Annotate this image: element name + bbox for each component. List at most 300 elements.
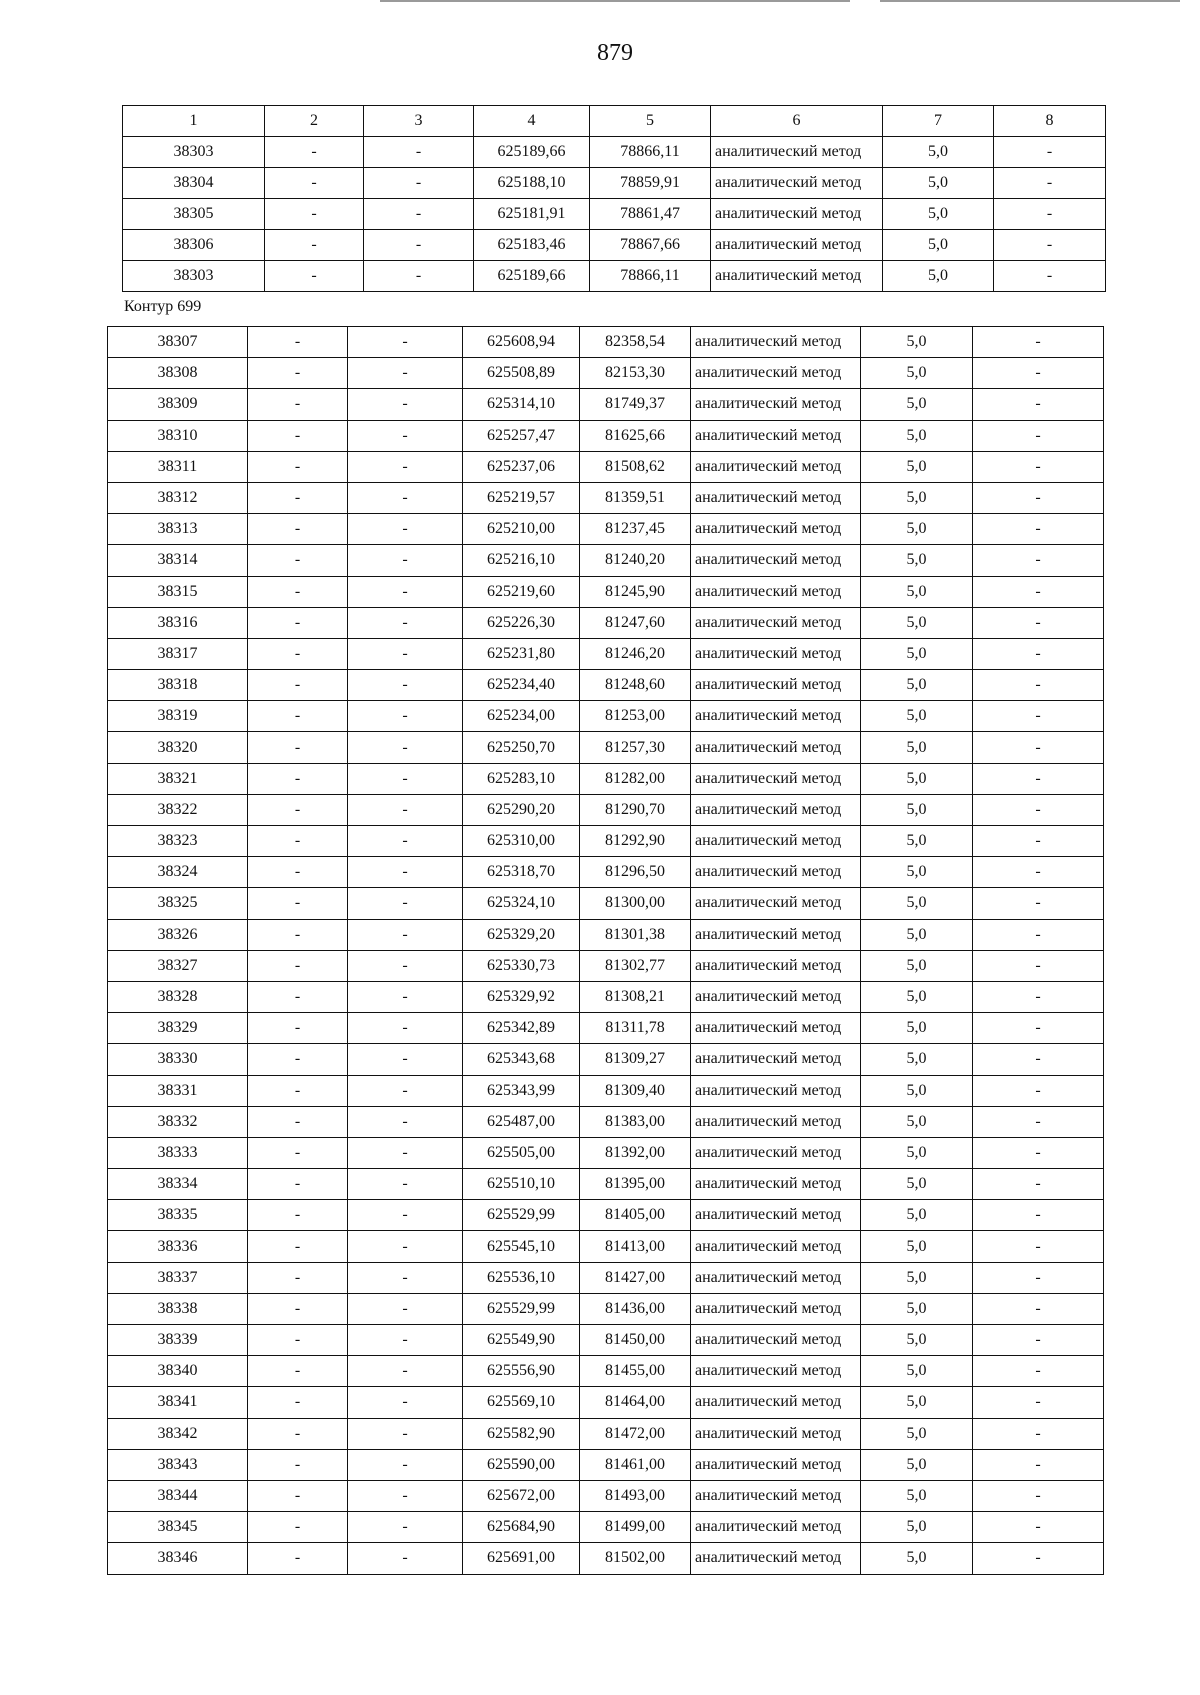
table-cell: 38330 [108,1044,248,1075]
table-cell: аналитический метод [691,482,861,513]
table-cell: 81395,00 [580,1169,691,1200]
table-cell: 5,0 [861,950,973,981]
table-cell: аналитический метод [691,1543,861,1574]
table-cell: 81246,20 [580,638,691,669]
table-cell: 38337 [108,1262,248,1293]
table-cell: 5,0 [883,168,994,199]
table-cell: - [973,514,1104,545]
table-cell: 38314 [108,545,248,576]
table-cell: 81292,90 [580,826,691,857]
table-cell: аналитический метод [691,358,861,389]
table-cell: - [248,576,348,607]
table-cell: 625343,99 [463,1075,580,1106]
table-cell: 38332 [108,1106,248,1137]
table-cell: - [348,327,463,358]
table-cell: 38323 [108,826,248,857]
table-cell: 625556,90 [463,1356,580,1387]
table-cell: - [364,168,474,199]
table-cell: - [348,482,463,513]
table-cell: аналитический метод [691,607,861,638]
table-cell: 625226,30 [463,607,580,638]
table-cell: - [248,1387,348,1418]
table-cell: 5,0 [861,1449,973,1480]
table-cell: - [248,981,348,1012]
table-cell: 5,0 [861,888,973,919]
table-cell: 38343 [108,1449,248,1480]
table-cell: - [973,888,1104,919]
table-cell: 81499,00 [580,1512,691,1543]
table-cell: аналитический метод [691,763,861,794]
table-cell: 38335 [108,1200,248,1231]
table-cell: - [348,1387,463,1418]
table-cell: - [973,1325,1104,1356]
table-cell: - [348,732,463,763]
table-cell: аналитический метод [691,1325,861,1356]
table-cell: аналитический метод [691,1044,861,1075]
table-row [123,261,1106,292]
table-cell: - [348,1137,463,1168]
table-cell: - [248,794,348,825]
table-cell: - [348,919,463,950]
table-cell: 38340 [108,1356,248,1387]
table-cell: 38304 [123,168,265,199]
table-cell: 625505,00 [463,1137,580,1168]
table-cell: 5,0 [883,261,994,292]
table-cell: - [973,1418,1104,1449]
table-cell: 625234,00 [463,701,580,732]
table-cell: - [248,1543,348,1574]
table-cell: 5,0 [861,1293,973,1324]
table-cell: аналитический метод [711,137,883,168]
table-cell: 38306 [123,230,265,261]
table-cell: 81248,60 [580,670,691,701]
table-cell: 38326 [108,919,248,950]
table-cell: - [348,857,463,888]
table-cell: - [973,1106,1104,1137]
table-cell: 5,0 [861,1137,973,1168]
table-cell: - [348,981,463,1012]
table-cell: - [973,389,1104,420]
column-header: 2 [265,106,364,137]
table-cell: аналитический метод [691,794,861,825]
table-cell: - [973,763,1104,794]
table-cell: - [348,514,463,545]
table-cell: 625569,10 [463,1387,580,1418]
table-row [108,888,1104,919]
table-cell: - [248,826,348,857]
table-cell: 38333 [108,1137,248,1168]
table-cell: - [248,919,348,950]
table-cell: - [973,420,1104,451]
table-cell: - [973,1387,1104,1418]
table-cell: - [973,701,1104,732]
table-cell: - [248,1449,348,1480]
table-cell: аналитический метод [691,545,861,576]
table-cell: - [973,919,1104,950]
table-cell: - [973,1480,1104,1511]
table-cell: 38342 [108,1418,248,1449]
table-cell: 81392,00 [580,1137,691,1168]
table-row [108,638,1104,669]
table-cell: 38318 [108,670,248,701]
table-cell: - [973,670,1104,701]
table-cell: 81472,00 [580,1418,691,1449]
table-cell: - [348,389,463,420]
table-row [108,482,1104,513]
table-cell: - [973,1044,1104,1075]
table-row [108,981,1104,1012]
table-cell: 5,0 [861,1480,973,1511]
table-cell: 38328 [108,981,248,1012]
table-row [108,1137,1104,1168]
table-cell: 38317 [108,638,248,669]
table-row [108,857,1104,888]
table-cell: аналитический метод [691,981,861,1012]
table-cell: 81427,00 [580,1262,691,1293]
table-cell: - [348,888,463,919]
table-cell: аналитический метод [691,1200,861,1231]
table-cell: 5,0 [861,451,973,482]
table-cell: 5,0 [861,607,973,638]
table-cell: 38315 [108,576,248,607]
table-cell: - [248,1044,348,1075]
table-cell: 625330,73 [463,950,580,981]
table-cell: 625536,10 [463,1262,580,1293]
table-cell: 5,0 [861,1013,973,1044]
table-cell: 81240,20 [580,545,691,576]
table-cell: - [973,1137,1104,1168]
table-cell: - [973,1013,1104,1044]
table-cell: 5,0 [861,1512,973,1543]
table-cell: аналитический метод [691,888,861,919]
table-cell: 625510,10 [463,1169,580,1200]
table-cell: аналитический метод [691,1013,861,1044]
table-cell: 81502,00 [580,1543,691,1574]
table-cell: 5,0 [861,545,973,576]
table-cell: 625318,70 [463,857,580,888]
table-cell: 81311,78 [580,1013,691,1044]
table-cell: 38320 [108,732,248,763]
table-cell: 625189,66 [474,261,590,292]
table-cell: - [364,261,474,292]
table-cell: - [265,230,364,261]
table-cell: - [348,576,463,607]
table-cell: - [248,1325,348,1356]
table-cell: 625608,94 [463,327,580,358]
table-cell: - [348,1262,463,1293]
table-cell: - [348,358,463,389]
table-row [108,545,1104,576]
table-cell: аналитический метод [691,1293,861,1324]
table-cell: - [973,1543,1104,1574]
table-cell: - [973,1075,1104,1106]
column-header: 5 [590,106,711,137]
table-cell: 81237,45 [580,514,691,545]
table-cell: - [348,1106,463,1137]
table-cell: - [248,888,348,919]
table-cell: аналитический метод [691,950,861,981]
table-row [108,1449,1104,1480]
table-cell: - [973,1293,1104,1324]
table-cell: - [348,1293,463,1324]
table-cell: 625183,46 [474,230,590,261]
table-cell: - [364,230,474,261]
table-cell: 81301,38 [580,919,691,950]
table-cell: аналитический метод [691,1356,861,1387]
table-cell: - [265,199,364,230]
table-cell: - [348,950,463,981]
table-body-first [123,106,1106,292]
table-cell: 5,0 [861,763,973,794]
table-cell: 625188,10 [474,168,590,199]
table-cell: 38341 [108,1387,248,1418]
table-cell: 5,0 [883,230,994,261]
table-cell: - [248,701,348,732]
table-cell: - [973,451,1104,482]
table-cell: - [973,1200,1104,1231]
table-row [108,1480,1104,1511]
table-cell: 625181,91 [474,199,590,230]
column-header: 3 [364,106,474,137]
table-cell: аналитический метод [691,919,861,950]
top-scan-edge-line [880,0,1180,2]
table-cell: 38345 [108,1512,248,1543]
table-cell: 5,0 [861,794,973,825]
table-row [108,1200,1104,1231]
table-cell: аналитический метод [691,826,861,857]
table-cell: - [994,199,1106,230]
table-cell: аналитический метод [691,514,861,545]
table-row [108,1387,1104,1418]
table-cell: - [348,1480,463,1511]
table-cell: - [248,482,348,513]
table-cell: 38324 [108,857,248,888]
table-row [108,950,1104,981]
table-row [123,168,1106,199]
table-row [108,576,1104,607]
table-cell: - [248,1480,348,1511]
table-cell: 38329 [108,1013,248,1044]
table-cell: 625231,80 [463,638,580,669]
table-row [108,358,1104,389]
table-cell: 5,0 [861,732,973,763]
table-row [123,137,1106,168]
table-cell: 625216,10 [463,545,580,576]
table-cell: - [994,230,1106,261]
table-cell: 81625,66 [580,420,691,451]
table-cell: аналитический метод [691,1137,861,1168]
table-cell: - [973,545,1104,576]
table-cell: - [364,199,474,230]
table-cell: аналитический метод [691,701,861,732]
table-cell: 81290,70 [580,794,691,825]
table-cell: - [348,1231,463,1262]
table-row [108,1356,1104,1387]
table-cell: 625283,10 [463,763,580,794]
table-cell: аналитический метод [691,1169,861,1200]
table-cell: 81282,00 [580,763,691,794]
table-cell: 625314,10 [463,389,580,420]
table-cell: 38338 [108,1293,248,1324]
table-row [108,732,1104,763]
table-row [108,389,1104,420]
table-cell: - [348,1200,463,1231]
table-cell: 625343,68 [463,1044,580,1075]
table-cell: - [348,1543,463,1574]
table-row [108,670,1104,701]
table-cell: 5,0 [861,1543,973,1574]
table-cell: - [973,794,1104,825]
table-cell: - [348,1013,463,1044]
table-cell: 81309,40 [580,1075,691,1106]
table-cell: 38336 [108,1231,248,1262]
table-cell: 5,0 [861,327,973,358]
table-cell: - [973,482,1104,513]
table-cell: - [348,1169,463,1200]
table-cell: - [248,1169,348,1200]
table-cell: 625529,99 [463,1200,580,1231]
table-row [108,1543,1104,1574]
table-cell: 38308 [108,358,248,389]
table-cell: - [248,763,348,794]
table-cell: 81308,21 [580,981,691,1012]
table-cell: 38322 [108,794,248,825]
table-row [108,514,1104,545]
table-cell: - [248,732,348,763]
table-cell: 81257,30 [580,732,691,763]
table-cell: 81749,37 [580,389,691,420]
column-header: 6 [711,106,883,137]
table-cell: - [348,1512,463,1543]
table-cell: - [248,327,348,358]
table-cell: 78861,47 [590,199,711,230]
table-row [108,1512,1104,1543]
table-cell: аналитический метод [711,168,883,199]
table-cell: - [248,638,348,669]
table-row [108,1075,1104,1106]
table-cell: 5,0 [861,1106,973,1137]
table-row [123,199,1106,230]
table-cell: 625329,20 [463,919,580,950]
table-cell: 81296,50 [580,857,691,888]
table-cell: 81302,77 [580,950,691,981]
table-cell: 81464,00 [580,1387,691,1418]
table-cell: 5,0 [861,420,973,451]
table-cell: - [248,950,348,981]
table-cell: - [973,638,1104,669]
table-cell: - [973,732,1104,763]
table-cell: аналитический метод [691,1075,861,1106]
table-cell: - [265,137,364,168]
table-cell: 625342,89 [463,1013,580,1044]
table-cell: 38310 [108,420,248,451]
table-cell: 38305 [123,199,265,230]
table-header-row [123,106,1106,137]
table-cell: - [248,358,348,389]
table-cell: - [973,981,1104,1012]
table-cell: 5,0 [861,358,973,389]
table-cell: - [364,137,474,168]
table-cell: - [348,545,463,576]
table-cell: - [248,1075,348,1106]
table-cell: - [973,327,1104,358]
table-cell: - [348,1418,463,1449]
column-header: 1 [123,106,265,137]
table-cell: 5,0 [861,1231,973,1262]
table-cell: аналитический метод [711,261,883,292]
table-cell: 625529,99 [463,1293,580,1324]
table-cell: 5,0 [861,1262,973,1293]
table-cell: аналитический метод [691,670,861,701]
table-cell: - [973,607,1104,638]
table-cell: 625219,57 [463,482,580,513]
table-cell: - [348,451,463,482]
table-cell: - [248,1200,348,1231]
table-cell: 625237,06 [463,451,580,482]
table-cell: - [248,1512,348,1543]
table-cell: 625590,00 [463,1449,580,1480]
table-cell: - [973,1449,1104,1480]
table-cell: аналитический метод [691,857,861,888]
table-cell: 625234,40 [463,670,580,701]
table-row [108,1325,1104,1356]
table-cell: - [348,638,463,669]
table-cell: - [348,1044,463,1075]
table-cell: 38334 [108,1169,248,1200]
table-cell: 38309 [108,389,248,420]
table-cell: аналитический метод [691,1262,861,1293]
table-cell: 38316 [108,607,248,638]
table-cell: 625684,90 [463,1512,580,1543]
table-cell: - [248,1418,348,1449]
table-cell: - [248,545,348,576]
table-cell: 625329,92 [463,981,580,1012]
table-cell: - [348,607,463,638]
table-cell: 81405,00 [580,1200,691,1231]
table-cell: - [973,826,1104,857]
table-cell: аналитический метод [691,1106,861,1137]
table-cell: аналитический метод [691,1512,861,1543]
table-cell: - [973,1356,1104,1387]
table-cell: - [348,670,463,701]
table-cell: 78867,66 [590,230,711,261]
table-cell: 81413,00 [580,1231,691,1262]
table-cell: - [265,261,364,292]
table-cell: 38307 [108,327,248,358]
coordinates-table-continued [122,105,1106,292]
table-cell: - [348,420,463,451]
table-cell: 81253,00 [580,701,691,732]
table-cell: - [248,1013,348,1044]
table-cell: 625691,00 [463,1543,580,1574]
table-cell: - [248,607,348,638]
table-cell: 78859,91 [590,168,711,199]
table-cell: 38339 [108,1325,248,1356]
table-cell: 38325 [108,888,248,919]
table-cell: 38312 [108,482,248,513]
table-cell: 5,0 [861,1387,973,1418]
coordinates-table-contour [107,326,1104,1575]
table-cell: 5,0 [883,137,994,168]
table-cell: - [348,1449,463,1480]
table-cell: 625310,00 [463,826,580,857]
table-cell: 5,0 [861,701,973,732]
table-cell: 625672,00 [463,1480,580,1511]
table-cell: 625219,60 [463,576,580,607]
table-cell: аналитический метод [691,1480,861,1511]
table-cell: - [348,1075,463,1106]
table-cell: - [348,1356,463,1387]
